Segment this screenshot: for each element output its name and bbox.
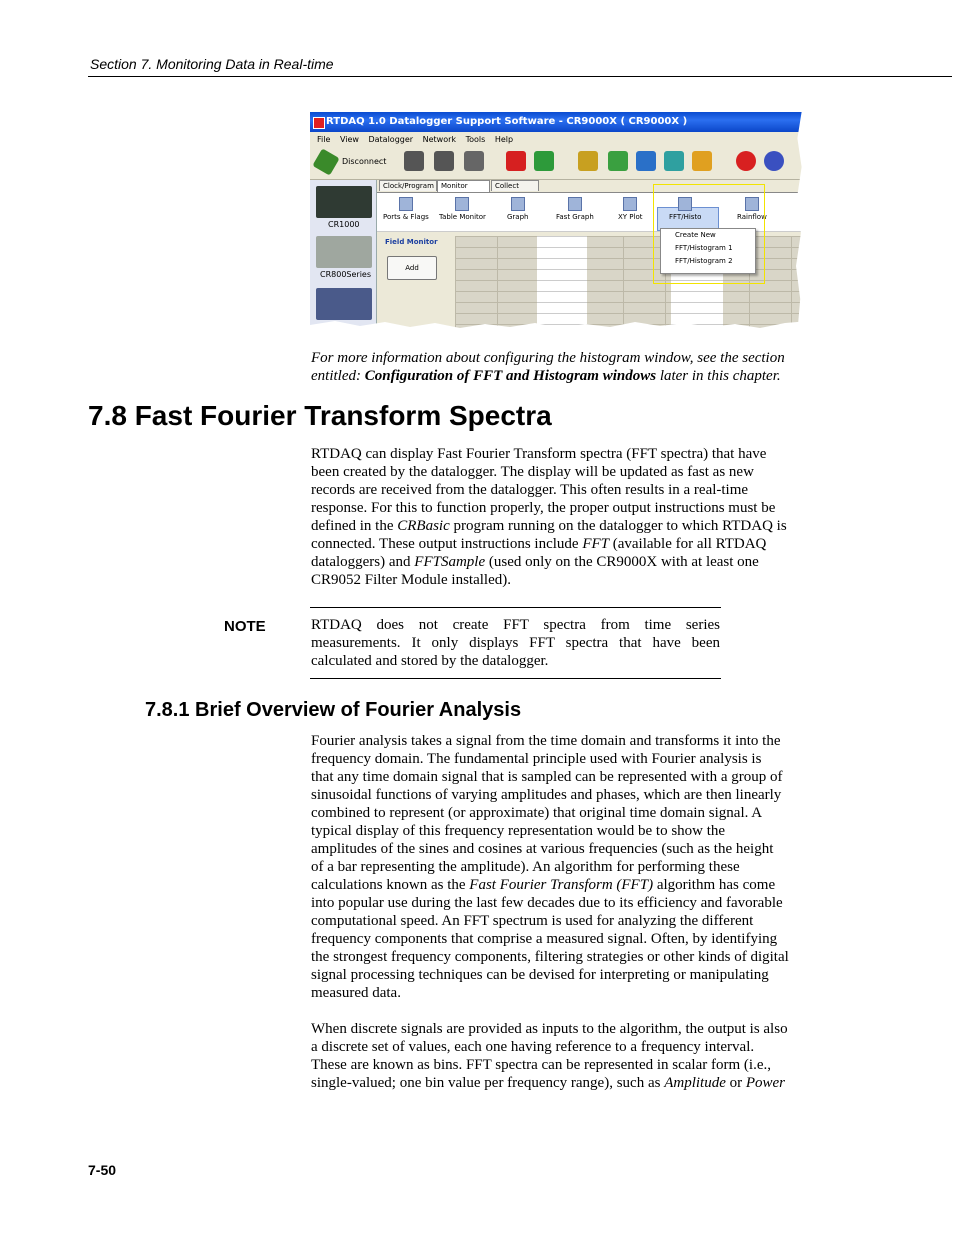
text-run: or (725, 1075, 746, 1091)
fast-graph-button[interactable] (556, 197, 594, 221)
page-number: 7-50 (88, 1162, 117, 1178)
window-title: RTDAQ 1.0 Datalogger Support Software - CR9000X ( CR9000X ) (326, 116, 688, 127)
ports-flags-button[interactable] (383, 197, 429, 221)
paragraph-line: typical display of this frequency representation would be to show the (311, 823, 726, 839)
fast-graph-label: Fast Graph (556, 213, 594, 221)
rainflow-label: Rainflow (737, 213, 767, 221)
app-icon (313, 117, 325, 129)
discrete-paragraph (311, 1020, 811, 1092)
intro-paragraph (311, 445, 811, 589)
text-run: connected. These output instructions include (311, 536, 583, 552)
check-icon[interactable] (506, 151, 526, 171)
ports-flags-icon (399, 197, 413, 211)
note-text: RTDAQ does not create FFT spectra from time series measurements. It only displays FFT spectra that have been calculated and stored by the datalogger. (311, 617, 720, 669)
paragraph-line: records are received from the datalogger. This often results in a real-time (311, 482, 749, 498)
table-monitor-label: Table Monitor (439, 213, 486, 221)
paragraph-line: When discrete signals are provided as inputs to the algorithm, the output is also (311, 1021, 788, 1037)
tab-collect-data[interactable]: Collect (491, 180, 539, 191)
caption-text: later in this chapter. (656, 368, 781, 384)
text-run: dataloggers) and (311, 554, 415, 570)
paragraph-line (311, 517, 811, 535)
dropdown-create-new[interactable]: Create New (675, 231, 716, 239)
header-rule (88, 76, 952, 77)
remove-station-icon[interactable] (434, 151, 454, 171)
window-title-bar (310, 112, 802, 132)
graph-button[interactable] (507, 197, 528, 221)
xy-plot-button[interactable] (618, 197, 643, 221)
note-label: NOTE (224, 618, 266, 635)
text-run-italic: Amplitude (664, 1075, 726, 1091)
paragraph-line: Fourier analysis takes a signal from the time domain and transforms it into the (311, 733, 781, 749)
paragraph-line: that any time domain signal that is sampled can be represented with a group of (311, 769, 783, 785)
text-run-italic: FFT (582, 536, 609, 552)
caption-link-text: Configuration of FFT and Histogram windows (364, 368, 657, 384)
caption-line-2 (311, 367, 811, 385)
paragraph-line: of a bar representing the amplitude). An algorithm for performing these (311, 859, 740, 875)
graph-label: Graph (507, 213, 529, 221)
menu-help[interactable]: Help (494, 135, 514, 144)
text-run-italic: FFTSample (414, 554, 486, 570)
cr800-device-icon[interactable] (316, 236, 372, 268)
table-monitor-icon (455, 197, 469, 211)
text-run: defined in the (311, 518, 398, 534)
menu-tools[interactable]: Tools (465, 135, 486, 144)
field-monitor-label: Field Monitor (385, 238, 438, 246)
graph-icon (511, 197, 525, 211)
paragraph-line: signal processing techniques can be devised for interpreting or manipulating (311, 967, 769, 983)
paragraph-line: been created by the datalogger. The display will be updated as fast as new (311, 464, 754, 480)
cr9000x-device-icon[interactable] (316, 288, 372, 320)
tab-monitor-data[interactable]: Monitor (437, 180, 490, 192)
text-run-italic: CRBasic (397, 518, 450, 534)
station-panel (310, 180, 377, 332)
paragraph-line: frequency components that comprise a measured signal. Often, by identifying (311, 931, 778, 947)
text-run: (used only on the CR9000X with at least one (485, 554, 759, 570)
toolbar (310, 147, 802, 180)
highlight-box (653, 184, 765, 284)
figure-caption (311, 349, 811, 385)
paragraph-line (311, 535, 811, 553)
paragraph-line: a discrete set of values, each one having reference to a frequency interval. (311, 1039, 755, 1055)
disconnect-label: Disconnect (342, 157, 387, 166)
cr800-label: CR800Series (320, 270, 372, 279)
disconnect-button[interactable] (314, 150, 387, 175)
paragraph-line: computational speed. An FFT spectrum is used for analyzing the different (311, 913, 754, 929)
pen-icon[interactable] (764, 151, 784, 171)
xy-plot-label: XY Plot (618, 213, 643, 221)
dropdown-fft-histogram-2[interactable]: FFT/Histogram 2 (675, 257, 733, 265)
running-header: Section 7. Monitoring Data in Real-time (90, 56, 334, 72)
clock-icon[interactable] (736, 151, 756, 171)
text-run: (available for all RTDAQ (609, 536, 767, 552)
dropdown-fft-histogram-1[interactable]: FFT/Histogram 1 (675, 244, 733, 252)
text-run: algorithm has come (653, 877, 776, 893)
menu-file[interactable]: File (317, 135, 331, 144)
paragraph-line: frequency domain. The fundamental principle used with Fourier analysis is (311, 751, 762, 767)
grid-column (537, 236, 587, 332)
paragraph-line: sinusoidal functions of varying amplitudes and phases, which are then linearly (311, 787, 782, 803)
paragraph-line: the strongest frequency components, filtering strategies or other kinds of digital (311, 949, 789, 965)
image-icon[interactable] (578, 151, 598, 171)
add-button[interactable]: Add (387, 256, 437, 280)
note-rule-top (310, 607, 721, 608)
paragraph-line (311, 1074, 811, 1092)
edit-icon[interactable] (692, 151, 712, 171)
menu-view[interactable]: View (339, 135, 359, 144)
note-rule-bottom (310, 678, 721, 679)
cr1000-device-icon[interactable] (316, 186, 372, 218)
rtdaq-screenshot (310, 112, 810, 332)
section-heading: 7.8 Fast Fourier Transform Spectra (88, 400, 552, 431)
caption-text: entitled: (311, 368, 365, 384)
split-icon[interactable] (664, 151, 684, 171)
menu-bar (310, 132, 802, 147)
paragraph-line: into popular use during the last few decades due to its efficiency and favorable (311, 895, 783, 911)
text-run: program running on the datalogger to which RTDAQ is (449, 518, 787, 534)
fast-graph-icon (568, 197, 582, 211)
fourier-paragraph (311, 732, 811, 1002)
table-monitor-button[interactable] (439, 197, 486, 221)
text-run-italic: Fast Fourier Transform (FFT) (469, 877, 654, 893)
network-icon[interactable] (636, 151, 656, 171)
document-icon[interactable] (534, 151, 554, 171)
tab-clock-program[interactable]: Clock/Program (379, 180, 437, 191)
plug-icon (312, 148, 339, 175)
play-icon[interactable] (608, 151, 628, 171)
paragraph-line: combined to represent (or approximate) that original time domain signal. A (311, 805, 763, 821)
paragraph-line: CR9052 Filter Module installed). (311, 572, 511, 588)
xy-plot-icon (623, 197, 637, 211)
text-run: single-valued; one bin value per frequency range), such as (311, 1075, 665, 1091)
paragraph-line: RTDAQ can display Fast Fourier Transform spectra (FFT spectra) that have (311, 446, 767, 462)
caption-line-1: For more information about configuring the histogram window, see the section (311, 350, 785, 366)
ports-flags-label: Ports & Flags (383, 213, 429, 221)
fft-histo-label: FFT/Histo (669, 213, 702, 221)
paragraph-line: response. For this to function properly, the proper output instructions must be (311, 500, 776, 516)
paragraph-line: measured data. (311, 985, 401, 1001)
subsection-heading: 7.8.1 Brief Overview of Fourier Analysis (145, 699, 522, 721)
menu-network[interactable]: Network (422, 135, 457, 144)
wrench-icon[interactable] (464, 151, 484, 171)
cr1000-label: CR1000 (328, 220, 360, 229)
paragraph-line: These are known as bins. FFT spectra can be represented in scalar form (i.e., (311, 1057, 771, 1073)
add-station-icon[interactable] (404, 151, 424, 171)
menu-datalogger[interactable]: Datalogger (368, 135, 414, 144)
paragraph-line: amplitudes of the sines and cosines at various frequencies (such as the height (311, 841, 774, 857)
paragraph-line (311, 553, 811, 571)
paragraph-line (311, 876, 811, 894)
text-run-italic: Power (745, 1075, 786, 1091)
text-run: calculations known as the (311, 877, 470, 893)
